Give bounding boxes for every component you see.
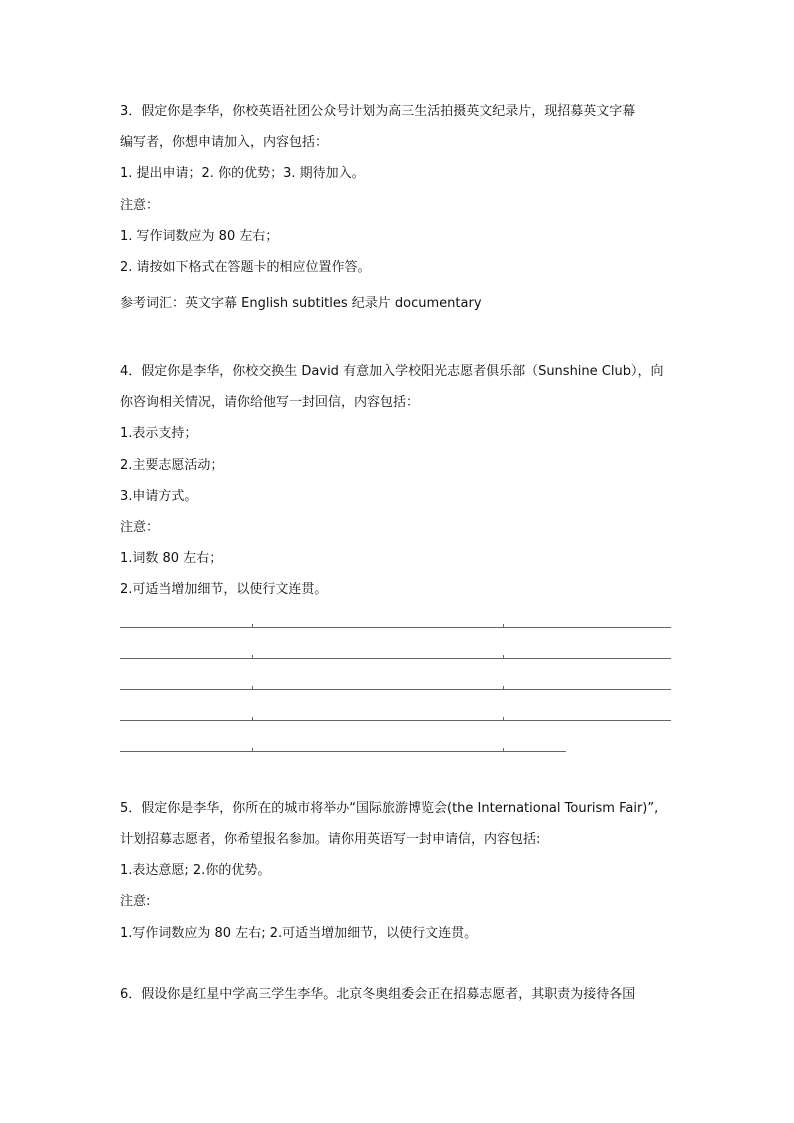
line-tick [252, 686, 253, 690]
q5-note-heading: 注意: [120, 894, 151, 909]
q4-prompt-line-1: 4．假定你是李华，你校交换生 David 有意加入学校阳光志愿者俱乐部（Sunshine Club），向 [120, 364, 664, 379]
answer-line [120, 751, 566, 752]
q5-prompt-line-1: 5．假定你是李华，你所在的城市将举办“国际旅游博览会(the International Tourism Fair)”, [120, 801, 659, 816]
answer-line [120, 627, 671, 628]
q3-prompt-line-2: 编写者，你想申请加入，内容包括： [120, 135, 329, 150]
line-tick [503, 686, 504, 690]
q6-prompt-line-1: 6．假设你是红星中学高三学生李华。北京冬奥组委会正在招募志愿者，其职责为接待各国 [120, 987, 636, 1002]
answer-line [120, 689, 671, 690]
line-tick [503, 624, 504, 628]
line-tick [252, 748, 253, 752]
line-tick [503, 748, 504, 752]
line-tick [252, 624, 253, 628]
q5-notes: 1.写作词数应为 80 左右; 2.可适当增加细节，以使行文连贯。 [120, 926, 478, 941]
line-tick [503, 717, 504, 721]
q3-requirements: 1. 提出申请；2. 你的优势；3. 期待加入。 [120, 166, 365, 181]
q5-requirements: 1.表达意愿; 2.你的优势。 [120, 863, 271, 878]
q3-note-2: 2. 请按如下格式在答题卡的相应位置作答。 [120, 260, 371, 275]
q4-note-heading: 注意： [120, 520, 160, 535]
answer-line [120, 658, 671, 659]
line-tick [252, 717, 253, 721]
q4-point-1: 1.表示支持； [120, 426, 198, 441]
q5-prompt-line-2: 计划招募志愿者，你希望报名参加。请你用英语写一封申请信，内容包括: [120, 832, 541, 847]
q4-point-2: 2.主要志愿活动； [120, 458, 224, 473]
q4-point-3: 3.申请方式。 [120, 489, 198, 504]
q4-note-2: 2.可适当增加细节，以使行文连贯。 [120, 582, 328, 597]
answer-line [120, 720, 671, 721]
q3-vocabulary: 参考词汇：英文字幕 English subtitles 纪录片 documentary [120, 296, 482, 311]
q3-note-heading: 注意： [120, 198, 160, 213]
q3-prompt-line-1: 3．假定你是李华，你校英语社团公众号计划为高三生活拍摄英文纪录片，现招募英文字幕 [120, 104, 636, 119]
q4-prompt-line-2: 你咨询相关情况，请你给他写一封回信，内容包括： [120, 395, 420, 410]
line-tick [503, 655, 504, 659]
q3-note-1: 1. 写作词数应为 80 左右； [120, 229, 279, 244]
line-tick [252, 655, 253, 659]
q4-note-1: 1.词数 80 左右； [120, 551, 223, 566]
